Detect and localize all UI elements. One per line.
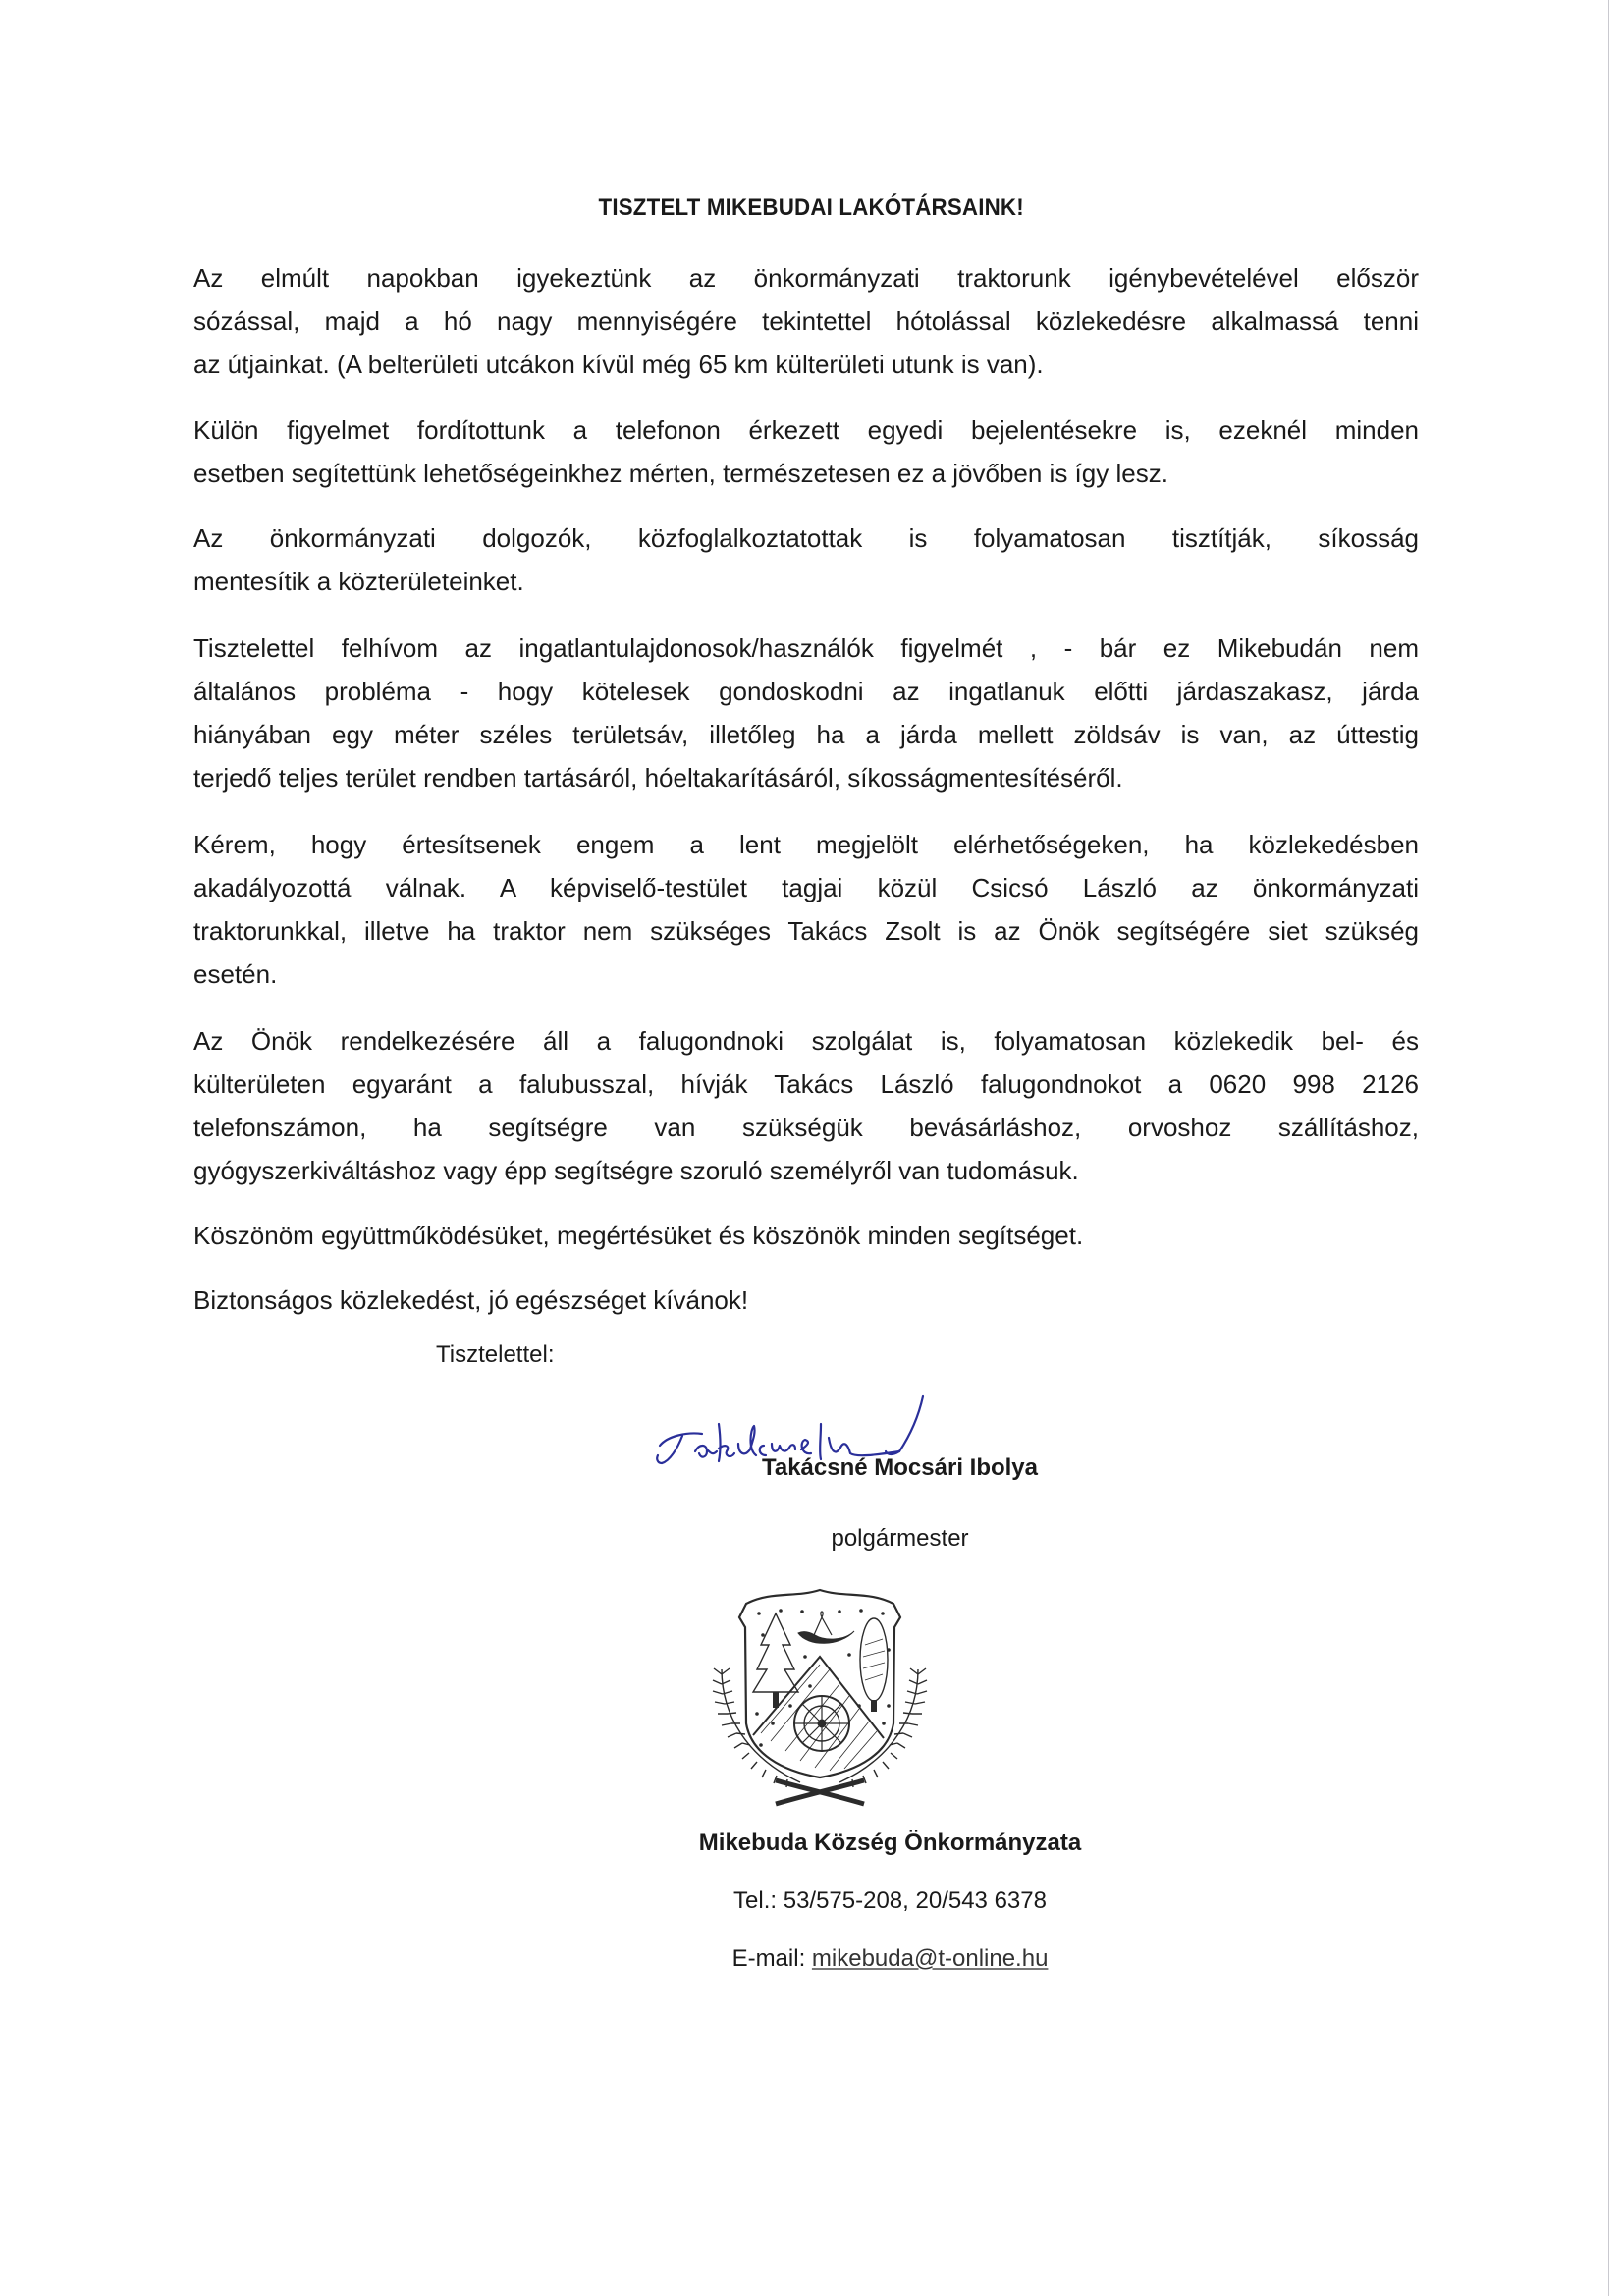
paragraph-line: hiányában egy méter széles területsáv, illetőleg ha a járda mellett zöldsáv is van, az úttestig xyxy=(193,720,1419,749)
paragraph-line: sózással, majd a hó nagy mennyiségére tekintettel hótolással közlekedésre alkalmassá tenni xyxy=(193,306,1419,336)
paragraph-3 xyxy=(193,517,1419,603)
paragraph-5 xyxy=(193,823,1419,996)
paragraph-line: Kérem, hogy értesítsenek engem a lent megjelölt elérhetőségeken, ha közlekedésben xyxy=(193,830,1419,859)
organization-name: Mikebuda Község Önkormányzata xyxy=(698,1830,1082,1856)
email-line xyxy=(0,1945,1623,1973)
paragraph-8 xyxy=(193,1279,1419,1322)
closing-salutation: Tisztelettel: xyxy=(436,1341,555,1368)
paragraph-line: Tisztelettel felhívom az ingatlantulajdonosok/használók figyelmét , - bár ez Mikebudán nem xyxy=(193,633,1419,663)
paragraph-line: telefonszámon, ha segítségre van szükségük bevásárláshoz, orvoshoz szállításhoz, xyxy=(193,1113,1419,1142)
paragraph-line: esetén. xyxy=(193,959,278,989)
paragraph-line: az útjainkat. (A belterületi utcákon kívül még 65 km külterületi utunk is van). xyxy=(193,350,1044,379)
paragraph-7 xyxy=(193,1214,1419,1257)
email-link[interactable]: mikebuda@t-online.hu xyxy=(811,1945,1049,1972)
paragraph-line: akadályozottá válnak. A képviselő-testület tagjai közül Csicsó László az önkormányzati xyxy=(193,873,1419,902)
paragraph-6 xyxy=(193,1019,1419,1192)
signer-role: polgármester xyxy=(831,1525,969,1552)
paragraph-line: gyógyszerkiváltáshoz vagy épp segítségre szoruló személyről van tudomásuk. xyxy=(193,1156,1079,1185)
paragraph-line: traktorunkkal, illetve ha traktor nem szükséges Takács Zsolt is az Önök segítségére siet szükség xyxy=(193,916,1419,946)
paragraph-line: Az Önök rendelkezésére áll a falugondnoki szolgálat is, folyamatosan közlekedik bel- és xyxy=(193,1026,1419,1056)
phone-numbers: Tel.: 53/575-208, 20/543 6378 xyxy=(733,1887,1047,1914)
paragraph-line: mentesítik a közterületeinket. xyxy=(193,567,524,596)
paragraph-line: terjedő teljes terület rendben tartásáról, hóeltakarításáról, síkosságmentesítéséről. xyxy=(193,763,1123,793)
paragraph-line: Az elmúlt napokban igyekeztünk az önkormányzati traktorunk igénybevételével először xyxy=(193,263,1419,293)
paragraph-2 xyxy=(193,409,1419,495)
paragraph-line: Az önkormányzati dolgozók, közfoglalkoztatottak is folyamatosan tisztítják, síkosság xyxy=(193,523,1419,553)
paragraph-1 xyxy=(193,256,1419,386)
paragraph-line: Köszönöm együttműködésüket, megértésüket és köszönök minden segítséget. xyxy=(193,1221,1084,1250)
letter-title: TISZTELT MIKEBUDAI LAKÓTÁRSAINK! xyxy=(598,194,1024,221)
paragraph-line: általános probléma - hogy kötelesek gondoskodni az ingatlanuk előtti járdaszakasz, járda xyxy=(193,677,1419,706)
paragraph-line: Külön figyelmet fordítottunk a telefonon érkezett egyedi bejelentésekre is, ezeknél minden xyxy=(193,415,1419,445)
paragraph-4 xyxy=(193,627,1419,799)
paragraph-line: külterületen egyaránt a falubusszal, hívják Takács László falugondnokot a 0620 998 2126 xyxy=(193,1069,1419,1099)
paragraph-line: esetben segítettünk lehetőségeinkhez mérten, természetesen ez a jövőben is így lesz. xyxy=(193,459,1168,488)
coat-of-arms-icon xyxy=(692,1576,947,1807)
signer-name: Takácsné Mocsári Ibolya xyxy=(761,1454,1038,1481)
paragraph-line: Biztonságos közlekedést, jó egészséget kívánok! xyxy=(193,1285,749,1315)
email-label: E-mail: xyxy=(731,1945,812,1972)
